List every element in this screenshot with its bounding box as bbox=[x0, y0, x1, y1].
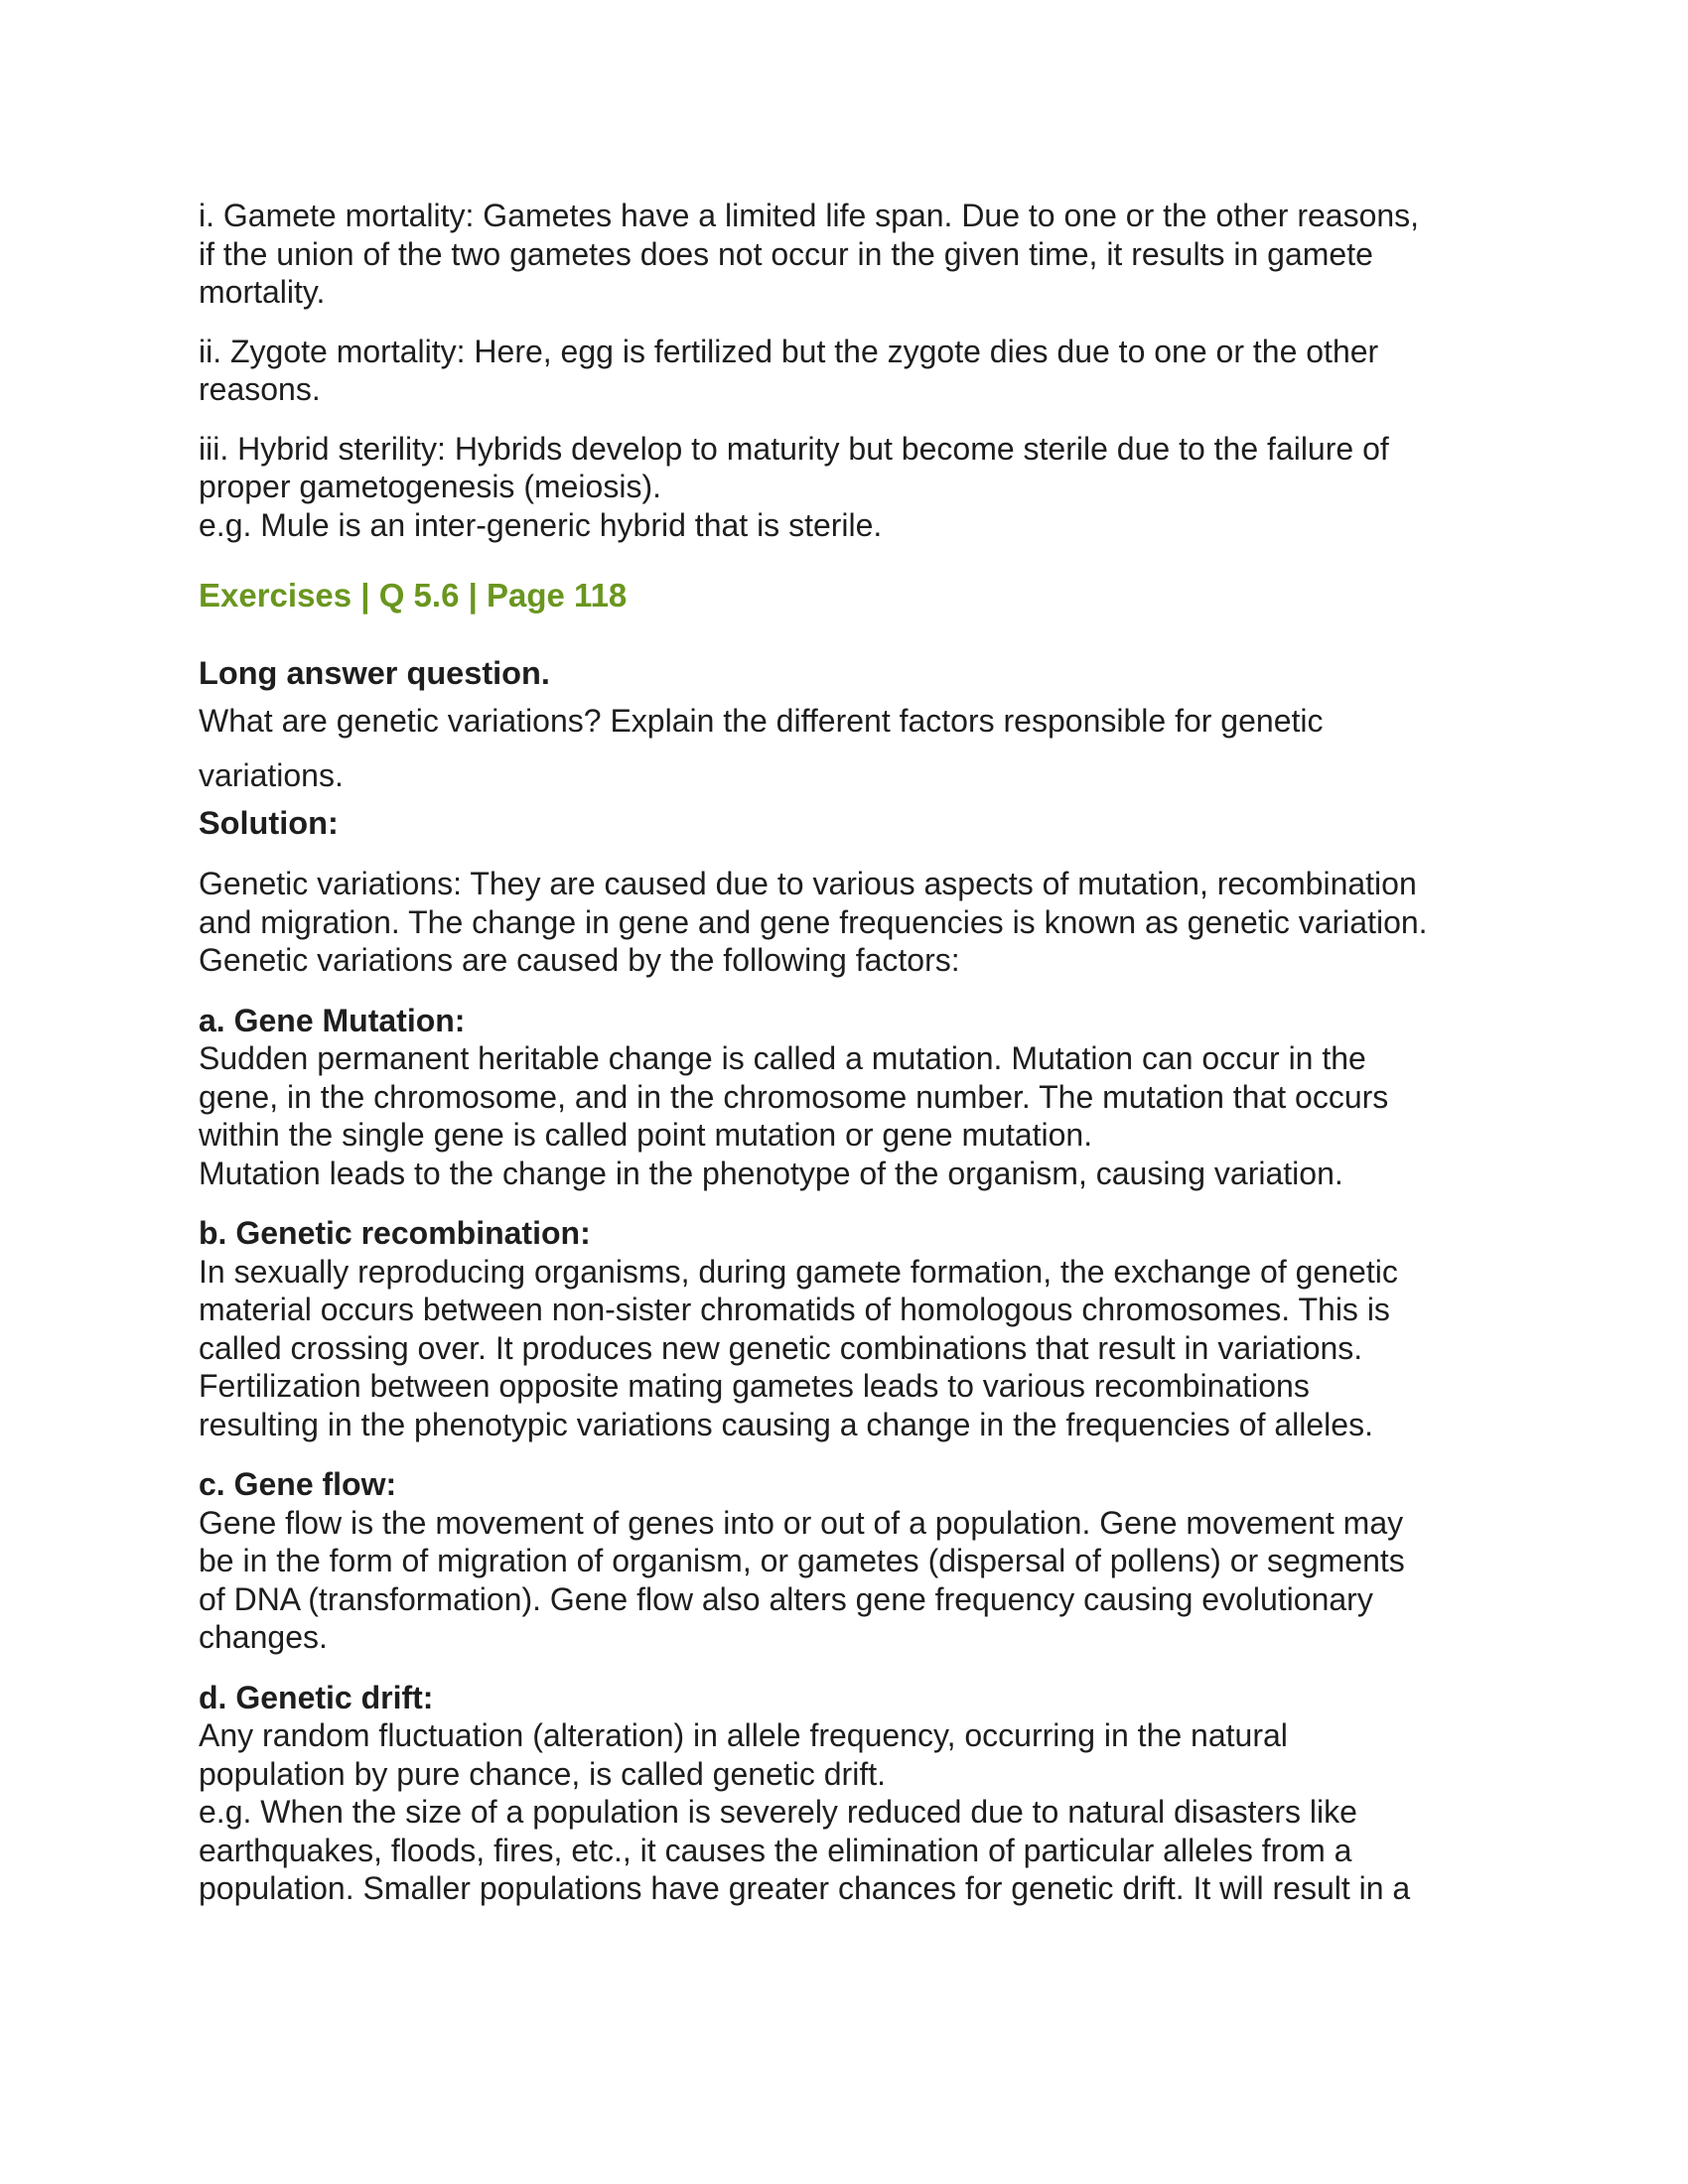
text-line: ii. Zygote mortality: Here, egg is fertilized but the zygote dies due to one or the other bbox=[199, 333, 1379, 369]
question-text bbox=[199, 694, 1489, 803]
factor-gene-mutation bbox=[199, 1002, 1489, 1193]
factor-body bbox=[199, 1504, 1489, 1657]
text-line: material occurs between non-sister chromatids of homologous chromosomes. This is bbox=[199, 1292, 1390, 1327]
factor-heading: c. Gene flow: bbox=[199, 1466, 397, 1502]
text-line: mortality. bbox=[199, 274, 326, 310]
text-line: within the single gene is called point mutation or gene mutation. bbox=[199, 1117, 1093, 1153]
text-line: Any random fluctuation (alteration) in allele frequency, occurring in the natural bbox=[199, 1717, 1288, 1753]
text-line: Genetic variations are caused by the following factors: bbox=[199, 942, 960, 978]
factor-body bbox=[199, 1039, 1489, 1192]
exercise-title: Exercises | Q 5.6 | Page 118 bbox=[199, 577, 628, 614]
factor-heading: b. Genetic recombination: bbox=[199, 1215, 591, 1251]
text-line: Mutation leads to the change in the phenotype of the organism, causing variation. bbox=[199, 1155, 1343, 1191]
factor-heading: a. Gene Mutation: bbox=[199, 1002, 466, 1038]
factor-body bbox=[199, 1716, 1489, 1908]
text-line: Fertilization between opposite mating gametes leads to various recombinations bbox=[199, 1368, 1310, 1404]
text-line: proper gametogenesis (meiosis). bbox=[199, 469, 661, 504]
text-line: changes. bbox=[199, 1619, 328, 1655]
text-line: of DNA (transformation). Gene flow also alters gene frequency causing evolutionary bbox=[199, 1580, 1373, 1617]
factor-heading: d. Genetic drift: bbox=[199, 1679, 434, 1715]
solution-intro-paragraph bbox=[199, 865, 1489, 980]
factor-genetic-recombination bbox=[199, 1214, 1489, 1443]
text-line: called crossing over. It produces new genetic combinations that result in variations. bbox=[199, 1329, 1363, 1366]
zygote-mortality-paragraph bbox=[199, 333, 1489, 409]
text-line: In sexually reproducing organisms, during gamete formation, the exchange of genetic bbox=[199, 1253, 1398, 1290]
text-line: i. Gamete mortality: Gametes have a limited life span. Due to one or the other reasons, bbox=[199, 198, 1420, 233]
text-line: reasons. bbox=[199, 371, 321, 407]
factor-gene-flow bbox=[199, 1465, 1489, 1657]
text-line: gene, in the chromosome, and in the chromosome number. The mutation that occurs bbox=[199, 1078, 1389, 1115]
text-line: What are genetic variations? Explain the different factors responsible for genetic bbox=[199, 703, 1324, 739]
text-line: iii. Hybrid sterility: Hybrids develop to maturity but become sterile due to the failure of bbox=[199, 430, 1389, 467]
factor-body bbox=[199, 1253, 1489, 1444]
text-line: and migration. The change in gene and gene frequencies is known as genetic variation. bbox=[199, 903, 1428, 940]
text-line: if the union of the two gametes does not occur in the given time, it results in gamete bbox=[199, 235, 1373, 272]
question-type-heading: Long answer question. bbox=[199, 655, 550, 691]
text-line: variations. bbox=[199, 757, 344, 793]
text-line: e.g. When the size of a population is severely reduced due to natural disasters like bbox=[199, 1794, 1357, 1830]
factor-genetic-drift bbox=[199, 1679, 1489, 1908]
document-page bbox=[199, 197, 1489, 1908]
text-line: Sudden permanent heritable change is called a mutation. Mutation can occur in the bbox=[199, 1040, 1366, 1076]
solution-label: Solution: bbox=[199, 805, 339, 841]
text-line: Gene flow is the movement of genes into or out of a population. Gene movement may bbox=[199, 1504, 1404, 1541]
text-line: Genetic variations: They are caused due to various aspects of mutation, recombination bbox=[199, 866, 1417, 901]
text-line: population. Smaller populations have greater chances for genetic drift. It will result in a bbox=[199, 1870, 1411, 1906]
hybrid-sterility-paragraph bbox=[199, 430, 1489, 545]
text-line: earthquakes, floods, fires, etc., it causes the elimination of particular alleles from a bbox=[199, 1832, 1352, 1868]
gamete-mortality-paragraph bbox=[199, 197, 1489, 312]
text-line: resulting in the phenotypic variations causing a change in the frequencies of alleles. bbox=[199, 1406, 1373, 1442]
text-line: population by pure chance, is called genetic drift. bbox=[199, 1755, 886, 1792]
text-line: e.g. Mule is an inter-generic hybrid that is sterile. bbox=[199, 506, 883, 543]
text-line: be in the form of migration of organism, or gametes (dispersal of pollens) or segments bbox=[199, 1543, 1405, 1578]
